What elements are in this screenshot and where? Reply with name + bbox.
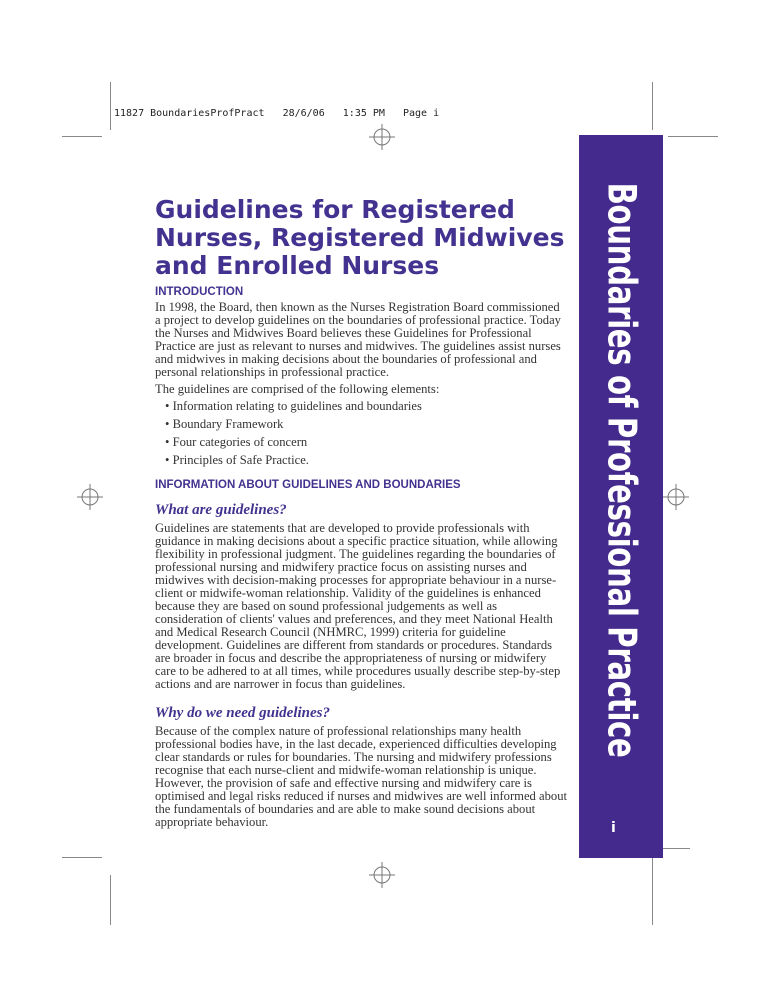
page-title: Guidelines for Registered Nurses, Registered Midwives and Enrolled Nurses (155, 195, 565, 280)
list-item: • Information relating to guidelines and boundaries (165, 400, 567, 413)
paragraph: Guidelines are statements that are developed to provide professionals with guidance in making decisions about a specific practice situation, while allowing flexibility in professional judgment. The guidelines regarding the boundaries of professional nursing and midwifery practice focus on assisting nurses and midwives with decision-making processes for appropriate behaviour in a nurse-client or midwife-woman relationship. Validity of the guidelines is enhanced because they are based on sound professional judgements as well as consideration of clients' values and preferences, and they meet National Health and Medical Research Council (NHMRC, 1999) criteria for guideline development. Guidelines are different from standards or procedures. Standards are broader in focus and describe the appropriateness of nursing or midwifery care to be adhered to at all times, while procedures usually describe step-by-step actions and are narrower in focus than guidelines. (155, 521, 561, 691)
print-slug: 11827 BoundariesProfPract 28/6/06 1:35 PM Page i (114, 108, 440, 119)
page-number: i (611, 820, 616, 836)
subheading: Why do we need guidelines? (155, 705, 330, 721)
side-title: Boundaries of Professional Practice (598, 182, 644, 758)
registration-mark-icon (77, 484, 103, 510)
intro-paragraph: The guidelines are comprised of the following elements: (155, 382, 440, 396)
subheading: What are guidelines? (155, 502, 287, 518)
registration-mark-icon (663, 484, 689, 510)
intro-paragraph: In 1998, the Board, then known as the Nurses Registration Board commissioned a project to develop guidelines on the boundaries of professional practice. Today the Nurses and Midwives Board believes these Guidelines for Professional Practice are just as relevant to nurses and midwives. The guidelines assist nurses and midwives in making decisions about the boundaries of professional and personal relationships in professional practice. (155, 300, 561, 379)
list-item: • Boundary Framework (165, 418, 567, 431)
crop-mark (668, 136, 718, 137)
crop-mark (62, 136, 102, 137)
list-item: • Principles of Safe Practice. (165, 454, 567, 467)
crop-mark (652, 855, 653, 925)
body-content (155, 196, 567, 833)
info-heading: INFORMATION ABOUT GUIDELINES AND BOUNDARIES (155, 479, 461, 491)
list-item: • Four categories of concern (165, 436, 567, 449)
intro-heading: INTRODUCTION (155, 286, 244, 298)
crop-mark (110, 875, 111, 925)
elements-list (155, 400, 567, 467)
paragraph: Because of the complex nature of professional relationships many health professional bodies have, in the last decade, experienced difficulties developing clear standards or rules for boundaries. The nursing and midwifery professions recognise that each nurse-client and midwife-woman relationship is unique. However, the provision of safe and effective nursing and midwifery care is optimised and legal risks reduced if nurses and midwives are well informed about the fundamentals of boundaries and are able to make sound decisions about appropriate behaviour. (155, 724, 567, 829)
registration-mark-icon (369, 124, 395, 150)
crop-mark (110, 82, 111, 130)
registration-mark-icon (369, 862, 395, 888)
crop-mark (652, 82, 653, 130)
crop-mark (660, 848, 690, 849)
crop-mark (62, 857, 102, 858)
